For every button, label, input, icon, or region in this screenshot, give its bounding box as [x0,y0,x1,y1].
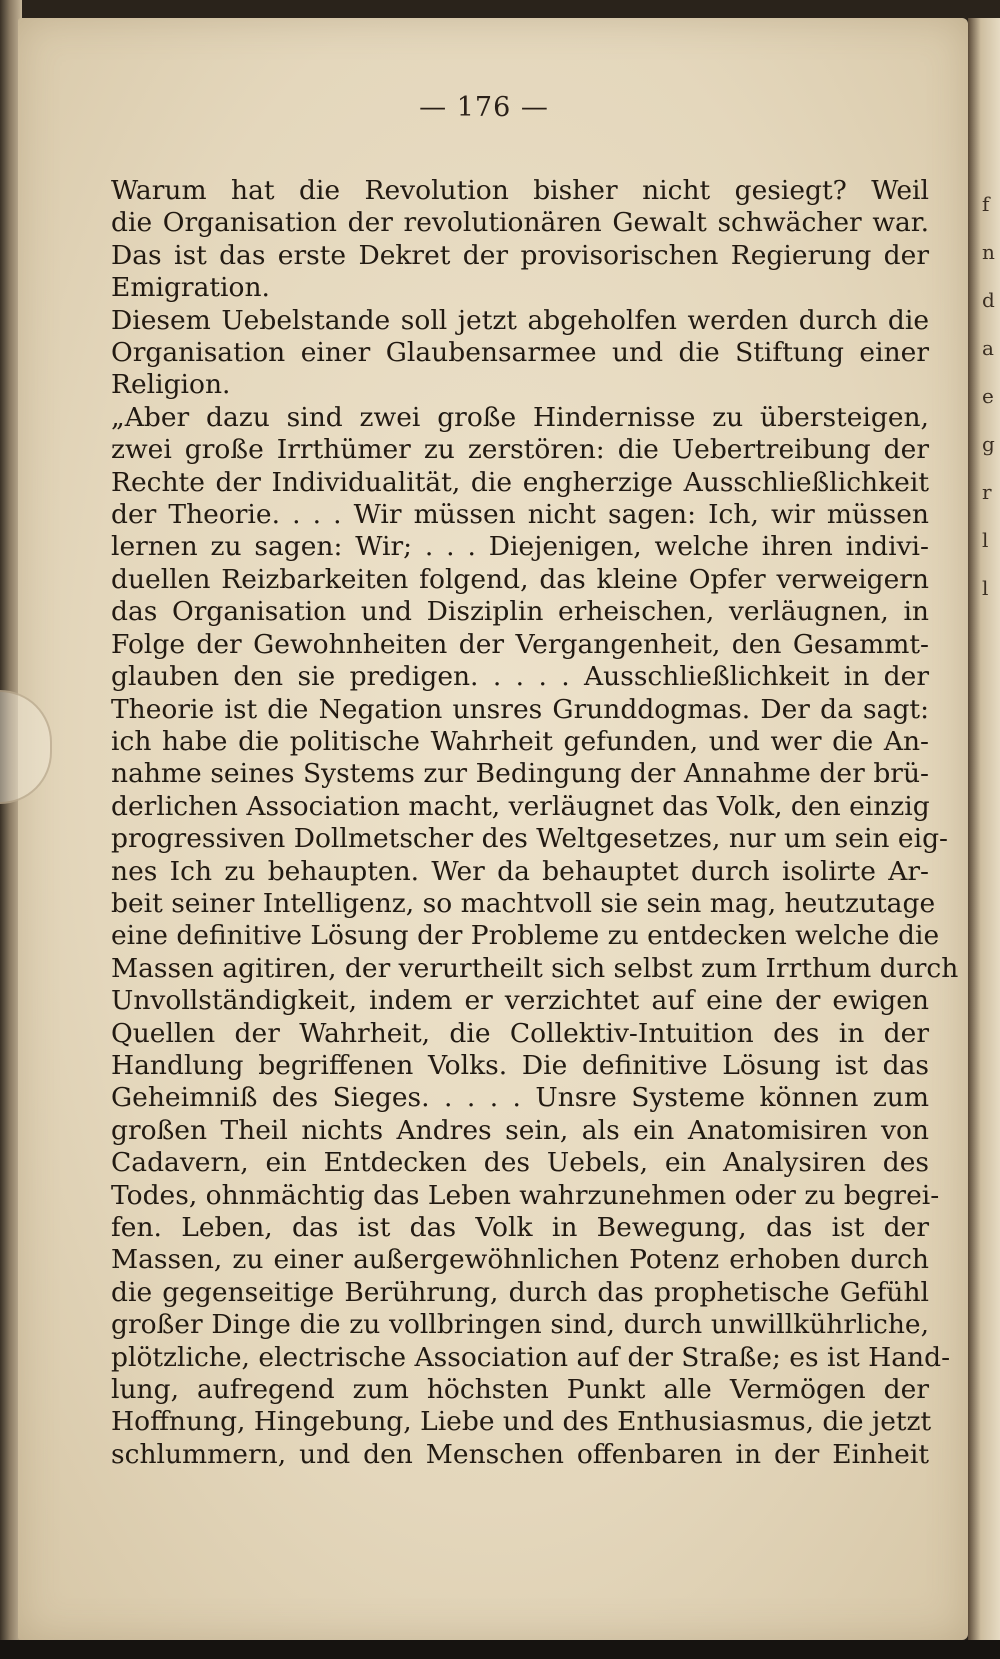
text-line: beit seiner Intelligenz, so machtvoll sie sein mag, heutzutage [111,887,936,919]
text-line: Das ist das erste Dekret der provisorischen Regierung der [111,239,929,271]
text-line: großen Theil nichts Andres sein, als ein Anatomisiren von [111,1114,929,1146]
text-line: Theorie ist die Negation unsres Grunddogmas. Der da sagt: [111,693,929,725]
facing-page-letter: l [982,528,989,552]
text-line: eine definitive Lösung der Probleme zu entdecken welche die [111,920,940,952]
facing-page-letter: e [982,384,994,408]
text-line: nes Ich zu behaupten. Wer da behauptet durch isolirte Ar- [111,855,929,887]
text-line: Religion. [111,369,231,401]
facing-page-letter: r [982,480,992,504]
facing-page-letter: f [982,192,990,216]
text-line: plötzliche, electrische Association auf der Straße; es ist Hand- [111,1341,951,1373]
scan-bottom-edge [0,1640,1000,1659]
text-line: Diesem Uebelstande soll jetzt abgeholfen werden durch die [111,304,929,336]
text-line: Emigration. [111,272,270,304]
text-line: schlummern, und den Menschen offenbaren in der Einheit [111,1438,929,1470]
facing-page-letter: n [982,240,995,264]
text-line: Massen, zu einer außergewöhnlichen Potenz erhoben durch [111,1244,929,1276]
text-line: lernen zu sagen: Wir; . . . Diejenigen, welche ihren indivi- [111,531,929,563]
text-line: Folge der Gewohnheiten der Vergangenheit, den Gesammt- [111,628,929,660]
facing-page-letter: l [982,576,989,600]
text-line: Organisation einer Glaubensarmee und die Stiftung einer [111,337,929,369]
text-line: Quellen der Wahrheit, die Collektiv-Intuition des in der [111,1017,929,1049]
text-line: glauben den sie predigen. . . . . Ausschließlichkeit in der [111,661,929,693]
text-line: großer Dinge die zu vollbringen sind, durch unwillkührliche, [111,1309,929,1341]
facing-page-letter: a [982,336,994,360]
text-line: Handlung begriffenen Volks. Die definitive Lösung ist das [111,1049,929,1081]
facing-page-letter: g [982,432,995,456]
text-line: lung, aufregend zum höchsten Punkt alle Vermögen der [111,1374,929,1406]
text-line: die gegenseitige Berührung, durch das prophetische Gefühl [111,1276,929,1308]
facing-page-letter: d [982,288,995,312]
text-line: Geheimniß des Sieges. . . . . Unsre Systeme können zum [111,1082,929,1114]
text-line: derlichen Association macht, verläugnet das Volk, den einzig [111,790,930,822]
text-line: duellen Reizbarkeiten folgend, das kleine Opfer verweigern [111,563,929,595]
text-line: ich habe die politische Wahrheit gefunden, und wer die An- [111,725,929,757]
text-line: fen. Leben, das ist das Volk in Bewegung, das ist der [111,1212,929,1243]
text-line: Warum hat die Revolution bisher nicht gesiegt? Weil [111,175,929,206]
text-line: Massen agitiren, der verurtheilt sich selbst zum Irrthum durch [111,952,959,984]
text-line: „Aber dazu sind zwei große Hindernisse zu übersteigen, [111,401,929,433]
facing-page-fragments [982,180,998,612]
text-line: zwei große Irrthümer zu zerstören: die Uebertreibung der [111,434,929,466]
text-line: progressiven Dollmetscher des Weltgesetzes, nur um sein eig- [111,823,949,855]
body-text [111,175,959,1471]
page-number: — 176 — [419,92,549,123]
text-line: das Organisation und Disziplin erheischen, verläugnen, in [111,596,929,628]
text-line: nahme seines Systems zur Bedingung der Annahme der brü- [111,758,929,790]
text-line: Hoffnung, Hingebung, Liebe und des Enthusiasmus, die jetzt [111,1406,932,1438]
text-line: Rechte der Individualität, die engherzige Ausschließlichkeit [111,466,929,498]
text-line: Todes, ohnmächtig das Leben wahrzunehmen oder zu begrei- [111,1179,940,1211]
text-line: Unvollständigkeit, indem er verzichtet auf eine der ewigen [111,985,929,1017]
text-line: die Organisation der revolutionären Gewalt schwächer war. [111,207,929,239]
text-line: der Theorie. . . . Wir müssen nicht sagen: Ich, wir müssen [111,499,929,531]
text-line: Cadavern, ein Entdecken des Uebels, ein Analysiren des [111,1147,929,1179]
